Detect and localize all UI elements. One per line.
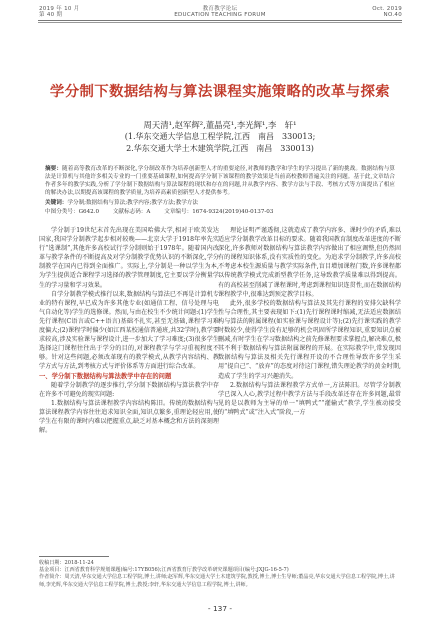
body-column-left [39,226,219,435]
affiliation-1: (1.华东交通大学信息工程学院,江西 南昌 330013; [124,132,316,141]
abstract [45,165,395,197]
abstract-label: 摘要： [45,166,63,172]
body-paragraph: 自学分制教学模式推行以来,数据结构与算法已不再是计算机专业的特有课程,早已成为许多其他专业(如通信工程、信号处理与电气自动化等)学生的选修课。然而,与由在校生不少统计问题:(1)学生先行课程(C语言或C++语言)基础不扎实,甚至无基础,课程学习难度偏大;(2)课程学时偏少(如江西某校通信普通班,共32学时),教学要求较高,涉及实验课与课程设计,进一步加大了学习难度;(3)很多学生选择这门课程往往出于学分的目的,对课程教学与学习重视程度不够。针对这些问题,必须改革现有的教学模式,从教学内容结构、教学方式与方法,到考核方式与评价体系等方面进行综合改革。 [39,290,219,371]
journal-name-cn: 教育教学论坛 [202,6,238,12]
header-date-en: Oct. 2019 [372,6,402,12]
footnote-funding: 基金项目：江西省教育科学规划课题(编号:17YB056);江西省教育厅教学改革研究课题项目(编号:JXJG-16-5-7) [39,567,289,574]
doc-code: 文献标志码：A [112,209,151,215]
footnote-rule [39,556,109,557]
body-paragraph: 2.数据结构与算法课程教学方式单一,方法陈旧。尽管学分制教学已深入人心,教学过程中教学方法与手段改革还存在许多问题,最常见的是以教师为主导的单一“填鸭式”“灌输式”教学,学生被动接受的“填鸭式”或“注入式”阶段,一方 [218,381,401,416]
page-number: - 137 - [207,604,233,613]
abstract-text: 随着高等教育改革的不断深化,学分制改革作为培养创新型人才的重要途径,对教师的教学和学生的学习提出了新的挑战。数据结构与算法是计算机与其他许多相关专业的一门重要基础课程,如何提高学分制下该课程的教学效果是当前高校教师普遍关注的问题。基于此,文章结合作者多年的教学实践,分析了学分制下数据结构与算法课程的现状和存在的问题,并从教学内容、教学方法与手段、考核方式等方面提出了相应的解决办法,以期提高该课程的教学质量,为培养高素质创新型人才提供参考。 [45,166,395,196]
header-right [372,6,402,18]
journal-name-en: EDUCATION TEACHING FORUM [174,12,266,18]
body-column-right [218,226,401,417]
body-paragraph: 此外,很多学校的数据结构与算法及其先行课程的安排欠缺科学性与合理性,其主要表现如下:(1)先行课程课时缩减,无法适应数据结构与算法的附属课程(如实验课与课程设计等);(2)先行课实践的教学时数较少,使得学生没有足够的机会巩固所学课程知识,重要知识点被删减,有时学生在学习数据结构之前先修课程要求掌握点,解决难点,极其不利于数据结构与算法附属课程的开展。在实际教学中,常发现因数据结构与算法及相关先行课程开设的不合理性导致许多学生采用“提自己”、“放弃”的态度对待这门课程,错失理论教学的黄金时期,造成了学生的学习兴趣消失。 [218,299,401,380]
affiliation-2: 2.华东交通大学土木建筑学院,江西 南昌 330013) [126,144,314,153]
footnote [39,560,401,589]
article-number: 文章编号：1674-9324(2019)40-0137-03 [164,209,274,215]
section-heading: 一、学分制下数据结构与算法教学中存在的问题 [39,372,172,380]
classification [45,208,395,216]
header-issue: 第 40 期 [39,12,63,18]
header-rule [38,20,402,21]
clc-number: 中图分类号：G642.0 [45,209,100,215]
article-authors: 周天清¹,赵军辉²,董晶亮¹,李光辉¹,李 轩¹ [143,120,297,130]
keywords [45,199,395,207]
keywords-label: 关键词： [45,200,68,206]
header-rule-thin [38,22,402,23]
header-date: 2019 年 10 月 [39,6,80,12]
article-title: 学分制下数据结构与算法课程实施策略的改革与探索 [49,84,391,100]
footnote-bio: 作者简介：周天清,华东交通大学信息工程学院,博士,讲师;赵军辉,华东交通大学土木建筑学院,教授,博士,博士生导师;董晶亮,华东交通大学信息工程学院,博士,讲师,李光辉,华东交通大学信息工程学院,博士,教授;李轩,华东交通大学信息工程学院,博士,讲师。 [39,574,395,588]
body-paragraph: 学分制于19世纪末首先出现在美国哈佛大学,相对于欧美发达国家,我国学分制教学起步相对较晚——北京大学于1918年率先实行“选课制”,其他许多高校试行学分制则始于1978年。随着国内改革与教学条件的不断提高及对学分制教学优势认识的不断深化,学分制教学在国内已得到全面推广。实际上,学分制是一种以学生为本,为学生提供适合课程学习选择的教学管理制度,它主要以学分衡量学生的学习量和学习效果。 [39,227,219,289]
body-paragraph: 随着学分制教学的逐步推行,学分制下数据结构与算法教学中存在许多不可避免的现实问题: [39,381,219,398]
keywords-text: 学分制;数据结构与算法;教学内容;教学方法;教学方法 [67,200,198,206]
header-issue-en: NO.40 [383,12,402,18]
body-paragraph: 1.数据结构与算法课程教学内容结构陈旧。传统的数据结构与算法课程教学内容往往追求知识全面,知识点繁多,重理论轻应用,使学生在有限的课时内难以把握重点,缺乏对基本概念和方法的深刻理解。 [39,399,219,435]
body-paragraph: 理论证明严谨透彻,这就造成了教学内容多、课时少的矛盾,难以适应学分制教学改革目标的要求。随着我国教育制度改革进度的不断深化,许多教师对数据结构与算法教学内容做出了相应调整,但仍然固有的课程知识体系,没有实质性的变化。为追求学分制教学,许多高校不考虑本校生源质量与教学实际条件,盲目增加课程门数,许多课程都以传统教学模式完成新型教学任务,这导致教学质量难以得到提高。有的高校甚至削减了课程课时,考虑到课程知识连贯性,而在数据结构课程教学中,很难达到预定教学目标。 [218,227,401,298]
footnote-received: 收稿日期：2018-11-24 [39,560,94,566]
